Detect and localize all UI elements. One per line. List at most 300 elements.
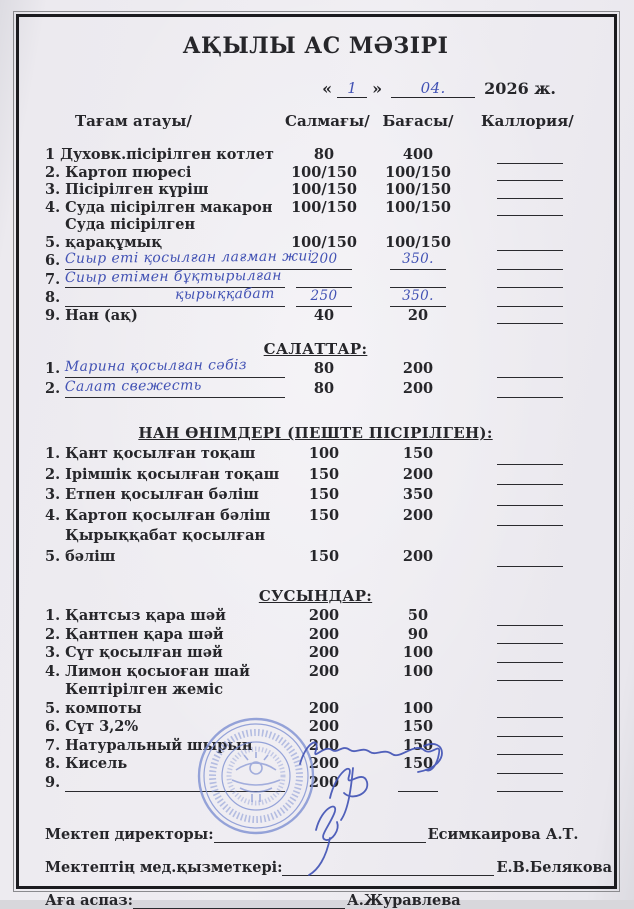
dish-cell xyxy=(45,526,285,567)
weight-value: 200 xyxy=(308,773,340,791)
dish-cell xyxy=(45,718,285,737)
price-cell xyxy=(363,506,473,527)
signature-label: Аға аспаз: xyxy=(45,892,133,909)
dish-name-area xyxy=(65,737,285,756)
menu-row xyxy=(45,681,586,718)
date-open-quote: « xyxy=(322,79,333,98)
weight-value-area xyxy=(314,379,334,398)
dish-name: Ірімшік қосылған тоқаш xyxy=(65,465,280,483)
dish-cell xyxy=(45,248,313,270)
signatory-name: А.Журавлева xyxy=(346,892,461,909)
price-value: 150 xyxy=(402,755,434,772)
price-blank-line xyxy=(390,288,446,307)
page-title: АҚЫЛЫ АС МӘЗІРІ xyxy=(182,33,449,59)
menu-row xyxy=(45,267,586,289)
calories-blank-line xyxy=(497,666,563,681)
date-close-quote: » xyxy=(372,79,383,98)
price-cell xyxy=(363,607,473,626)
dish-cell xyxy=(45,607,285,626)
dish-name-blank-line xyxy=(65,358,285,378)
weight-value: 100 xyxy=(308,445,340,462)
section-heading: НАН ӨНІМДЕРІ (ПЕШТЕ ПІСІРІЛГЕН): xyxy=(138,424,493,442)
dish-name-area xyxy=(65,755,285,774)
calories-cell xyxy=(473,611,586,626)
price-value-area xyxy=(408,607,428,626)
weight-value: 200 xyxy=(308,644,340,661)
weight-value-area xyxy=(309,485,339,506)
weight-value-area xyxy=(309,663,339,682)
price-value: 100/150 xyxy=(385,181,451,198)
item-number: 7. xyxy=(45,736,61,754)
item-number: 2. xyxy=(45,465,61,483)
page-content xyxy=(16,14,617,909)
dish-name-handwritten: Марина қосылған сәбіз xyxy=(64,357,248,376)
date-month-handwritten: 04. xyxy=(391,79,475,98)
menu-row xyxy=(45,644,586,663)
calories-blank-line xyxy=(497,722,563,737)
item-number: 8. xyxy=(45,755,61,772)
dish-name-handwritten: Сиыр етімен бұқтырылған xyxy=(64,267,283,286)
item-number: 3. xyxy=(45,486,61,503)
price-value-area xyxy=(403,506,433,527)
signature-label: Мектептің мед.қызметкері: xyxy=(45,859,283,876)
weight-value: 80 xyxy=(313,380,335,397)
dish-name: Пісірілген күріш xyxy=(65,181,209,198)
dish-name-blank-line xyxy=(65,776,285,792)
weight-value-area xyxy=(309,547,339,568)
item-number: 9. xyxy=(45,773,61,791)
dish-name-area xyxy=(65,718,285,737)
price-blank-line xyxy=(398,776,438,792)
price-cell xyxy=(363,644,473,663)
item-number: 2. xyxy=(45,163,61,181)
price-cell xyxy=(363,272,473,288)
calories-blank-line xyxy=(497,703,563,718)
price-value: 150 xyxy=(402,736,434,754)
calories-blank-line xyxy=(497,450,563,465)
weight-cell xyxy=(285,755,363,774)
weight-value: 200 xyxy=(308,625,340,643)
weight-value-handwritten: 200 xyxy=(310,251,338,267)
weight-value-area xyxy=(291,199,357,217)
weight-cell xyxy=(285,288,363,307)
weight-value-area xyxy=(314,359,334,378)
menu-row xyxy=(45,248,586,270)
calories-blank-line xyxy=(497,309,563,324)
calories-cell xyxy=(473,648,586,663)
menu-row xyxy=(45,465,586,486)
calories-blank-line xyxy=(497,759,563,774)
dish-cell xyxy=(45,181,285,199)
item-number: 4. xyxy=(45,198,61,216)
dish-cell xyxy=(45,199,285,217)
dish-name-blank-line xyxy=(65,378,285,398)
weight-value-area xyxy=(291,181,357,199)
calories-blank-line xyxy=(497,648,563,663)
menu-row xyxy=(45,718,586,737)
weight-blank-line xyxy=(296,288,352,307)
calories-blank-line xyxy=(497,273,563,288)
item-number: 1. xyxy=(45,360,61,377)
price-value-area xyxy=(385,164,451,182)
dish-name-area xyxy=(65,626,285,645)
dish-name-blank-line xyxy=(64,248,313,270)
signature-block xyxy=(45,826,613,909)
calories-blank-line xyxy=(497,363,563,378)
price-cell xyxy=(363,663,473,682)
weight-value-area xyxy=(309,607,339,626)
signature-row-director xyxy=(45,826,586,843)
weight-cell xyxy=(285,164,363,182)
dish-cell xyxy=(45,444,285,465)
menu-section xyxy=(45,146,586,324)
calories-blank-line xyxy=(497,491,563,506)
menu-row xyxy=(45,358,586,378)
menu-row xyxy=(45,199,586,217)
weight-cell xyxy=(285,607,363,626)
item-number: 4. xyxy=(45,506,61,524)
price-blank-line xyxy=(390,251,446,270)
price-value: 100 xyxy=(402,699,434,717)
menu-row xyxy=(45,146,586,164)
column-header-name: Тағам атауы/ xyxy=(75,112,192,130)
price-value: 200 xyxy=(402,380,434,397)
dish-name: Кисель xyxy=(65,755,128,772)
dish-name: Суда пісірілген макарон xyxy=(65,198,273,216)
dish-name-area xyxy=(65,663,285,682)
dish-cell xyxy=(45,164,285,182)
menu-row xyxy=(45,181,586,199)
dish-cell xyxy=(45,644,285,663)
dish-name-area xyxy=(65,181,285,199)
price-blank-line xyxy=(390,272,446,288)
weight-cell xyxy=(285,444,363,465)
dish-cell xyxy=(45,216,285,251)
weight-value: 200 xyxy=(308,699,340,717)
dish-name-area xyxy=(65,607,285,626)
price-cell xyxy=(363,737,473,756)
weight-value: 150 xyxy=(308,465,340,483)
calories-blank-line xyxy=(497,383,563,398)
item-number: 6. xyxy=(45,718,61,735)
dish-cell xyxy=(45,663,285,682)
price-cell xyxy=(363,465,473,486)
dish-name: Қантпен қара шәй xyxy=(65,625,224,643)
calories-cell xyxy=(473,450,586,465)
weight-value: 150 xyxy=(308,547,340,565)
weight-value-area xyxy=(309,755,339,774)
weight-cell xyxy=(285,547,363,568)
weight-value: 80 xyxy=(313,146,335,163)
menu-row xyxy=(45,626,586,645)
price-value-handwritten: 350. xyxy=(402,288,434,304)
weight-value-area xyxy=(309,444,339,465)
calories-blank-line xyxy=(497,511,563,526)
price-cell xyxy=(363,181,473,199)
calories-blank-line xyxy=(497,740,563,755)
dish-cell xyxy=(45,485,285,506)
item-number: 2. xyxy=(45,380,61,397)
dish-cell xyxy=(45,755,285,774)
calories-cell xyxy=(473,363,586,378)
dish-cell xyxy=(45,307,285,325)
price-value-handwritten: 350. xyxy=(402,251,434,267)
weight-value: 200 xyxy=(308,718,340,735)
calories-blank-line xyxy=(497,255,563,270)
calories-cell xyxy=(473,184,586,199)
price-value: 100/150 xyxy=(385,198,451,216)
dish-name: Сүт қосылған шәй xyxy=(65,644,223,661)
price-value-area xyxy=(403,379,433,398)
item-number: 6. xyxy=(45,252,61,269)
dish-name: Картоп пюресі xyxy=(65,163,192,181)
weight-value: 150 xyxy=(308,486,340,503)
weight-value: 100/150 xyxy=(291,163,357,181)
price-value-area xyxy=(403,644,433,663)
menu-row xyxy=(45,216,586,251)
weight-value: 150 xyxy=(308,506,340,524)
dish-name-area xyxy=(60,146,285,164)
menu-row xyxy=(45,755,586,774)
price-value: 100 xyxy=(402,662,434,680)
price-value: 200 xyxy=(402,547,434,565)
calories-cell xyxy=(473,666,586,681)
menu-row xyxy=(45,285,586,307)
date-line xyxy=(45,79,556,98)
weight-cell xyxy=(285,307,363,325)
column-header-calories: Каллория/ xyxy=(481,112,574,130)
weight-cell xyxy=(285,359,363,378)
price-value-area xyxy=(403,718,433,737)
price-cell xyxy=(363,146,473,164)
weight-value-area xyxy=(314,146,334,164)
item-number: 3. xyxy=(45,644,61,661)
weight-cell xyxy=(285,465,363,486)
price-value: 20 xyxy=(407,306,429,324)
weight-value-handwritten: 250 xyxy=(310,288,338,304)
price-value-area xyxy=(403,359,433,378)
item-number: 7. xyxy=(45,270,61,288)
price-cell xyxy=(363,776,473,792)
dish-cell xyxy=(45,506,285,527)
price-value: 350 xyxy=(402,486,434,503)
price-value-area xyxy=(385,181,451,199)
menu-row xyxy=(45,378,586,398)
dish-cell xyxy=(45,358,285,378)
dish-cell xyxy=(45,626,285,645)
price-cell xyxy=(363,164,473,182)
calories-cell xyxy=(473,740,586,755)
dish-name-area xyxy=(65,681,285,718)
weight-blank-line xyxy=(296,272,352,288)
calories-blank-line xyxy=(497,201,563,216)
price-cell xyxy=(363,626,473,645)
price-value: 200 xyxy=(402,465,434,483)
calories-blank-line xyxy=(497,184,563,199)
weight-value: 100/150 xyxy=(291,233,357,251)
dish-name: Нан (ақ) xyxy=(65,306,138,324)
price-value-area xyxy=(403,146,433,164)
weight-value-area xyxy=(309,465,339,486)
signature-row-med-worker xyxy=(45,859,613,876)
calories-blank-line xyxy=(497,236,563,251)
weight-cell xyxy=(285,626,363,645)
signature-line xyxy=(214,826,426,843)
column-header-weight: Салмағы/ xyxy=(285,112,370,130)
weight-value-area xyxy=(291,164,357,182)
weight-cell xyxy=(285,199,363,217)
dish-cell xyxy=(45,737,285,756)
weight-value: 100/150 xyxy=(291,198,357,216)
price-cell xyxy=(363,718,473,737)
dish-cell xyxy=(45,465,285,486)
dish-name-area xyxy=(65,199,285,217)
item-number: 3. xyxy=(45,181,61,198)
price-value: 150 xyxy=(402,445,434,462)
price-value-area xyxy=(403,465,433,486)
item-number: 8. xyxy=(45,289,61,306)
weight-value-area xyxy=(309,506,339,527)
item-number: 2. xyxy=(45,625,61,643)
item-number: 5. xyxy=(45,547,61,565)
weight-value-area xyxy=(309,644,339,663)
calories-cell xyxy=(473,255,586,270)
price-value: 100 xyxy=(402,644,434,661)
price-cell xyxy=(363,485,473,506)
price-cell xyxy=(363,288,473,307)
section-heading: САЛАТТАР: xyxy=(263,340,368,358)
price-cell xyxy=(363,444,473,465)
item-number: 9. xyxy=(45,306,61,324)
item-number: 1. xyxy=(45,607,61,624)
menu-row xyxy=(45,485,586,506)
price-value-area xyxy=(403,700,433,719)
calories-cell xyxy=(473,383,586,398)
item-number: 1. xyxy=(45,445,61,462)
dish-cell xyxy=(45,378,285,398)
weight-value-area xyxy=(309,718,339,737)
menu-row xyxy=(45,444,586,465)
weight-cell xyxy=(285,379,363,398)
price-value: 100/150 xyxy=(385,233,451,251)
dish-name: Духовк.пісірілген котлет xyxy=(60,146,274,163)
weight-cell xyxy=(285,700,363,719)
dish-name-area xyxy=(65,465,285,486)
weight-cell xyxy=(285,663,363,682)
price-value-area xyxy=(385,199,451,217)
price-cell xyxy=(363,379,473,398)
price-cell xyxy=(363,307,473,325)
price-value-area xyxy=(403,485,433,506)
price-value-area xyxy=(403,663,433,682)
price-cell xyxy=(363,234,473,252)
weight-value-area xyxy=(309,737,339,756)
calories-cell xyxy=(473,166,586,181)
weight-value-area xyxy=(314,307,334,325)
weight-cell xyxy=(285,272,363,288)
dish-name-area xyxy=(65,485,285,506)
dish-name: Сүт 3,2% xyxy=(65,718,139,735)
dish-name: Картоп қосылған бәліш xyxy=(65,506,271,524)
calories-cell xyxy=(473,629,586,644)
price-value-area xyxy=(403,755,433,774)
calories-cell xyxy=(473,722,586,737)
calories-blank-line xyxy=(497,552,563,567)
dish-name-handwritten: Салат свежесть xyxy=(64,377,202,396)
menu-row xyxy=(45,164,586,182)
price-cell xyxy=(363,251,473,270)
weight-cell xyxy=(285,506,363,527)
weight-cell xyxy=(285,485,363,506)
price-value: 200 xyxy=(402,506,434,524)
calories-blank-line xyxy=(497,611,563,626)
calories-cell xyxy=(473,511,586,526)
section-heading: СУСЫНДАР: xyxy=(258,587,373,605)
date-year: 2026 ж. xyxy=(484,79,556,98)
calories-cell xyxy=(473,552,586,567)
signatory-name: Е.В.Белякова xyxy=(496,859,613,876)
price-value-area xyxy=(403,547,433,568)
item-number: 5. xyxy=(45,699,61,717)
dish-name-area xyxy=(65,444,285,465)
price-value-area xyxy=(403,737,433,756)
column-headers xyxy=(45,112,586,130)
price-value: 200 xyxy=(402,360,434,377)
weight-value: 200 xyxy=(308,736,340,754)
weight-value: 200 xyxy=(308,662,340,680)
signature-row-chef xyxy=(45,892,586,909)
signature-label: Мектеп директоры: xyxy=(45,826,214,843)
weight-cell xyxy=(285,774,363,793)
menu-row xyxy=(45,663,586,682)
weight-cell xyxy=(285,718,363,737)
dish-cell xyxy=(45,774,285,793)
calories-cell xyxy=(473,273,586,288)
menu-row xyxy=(45,607,586,626)
item-number: 1 xyxy=(45,146,56,163)
calories-cell xyxy=(473,777,586,792)
signature-line xyxy=(133,892,345,909)
weight-cell xyxy=(285,146,363,164)
dish-name-area xyxy=(65,307,285,325)
calories-blank-line xyxy=(497,470,563,485)
price-value-area xyxy=(408,626,428,645)
price-value: 100/150 xyxy=(385,163,451,181)
weight-value-area xyxy=(309,700,339,719)
price-value: 400 xyxy=(402,146,434,163)
menu-row xyxy=(45,737,586,756)
menu-sections xyxy=(45,146,586,792)
dish-name-area xyxy=(65,506,285,527)
menu-section xyxy=(45,587,586,792)
calories-cell xyxy=(473,149,586,164)
column-header-price: Бағасы/ xyxy=(382,112,454,130)
calories-cell xyxy=(473,309,586,324)
menu-section xyxy=(45,424,586,567)
calories-blank-line xyxy=(497,166,563,181)
weight-cell xyxy=(285,737,363,756)
menu-row xyxy=(45,506,586,527)
calories-blank-line xyxy=(497,292,563,307)
dish-cell xyxy=(45,681,285,718)
price-value: 90 xyxy=(407,625,429,643)
menu-row xyxy=(45,774,586,793)
signatory-name: Есимкаирова А.Т. xyxy=(427,826,579,843)
price-value-area xyxy=(408,307,428,325)
price-cell xyxy=(363,755,473,774)
calories-cell xyxy=(473,201,586,216)
dish-name-blank-line xyxy=(65,285,285,307)
